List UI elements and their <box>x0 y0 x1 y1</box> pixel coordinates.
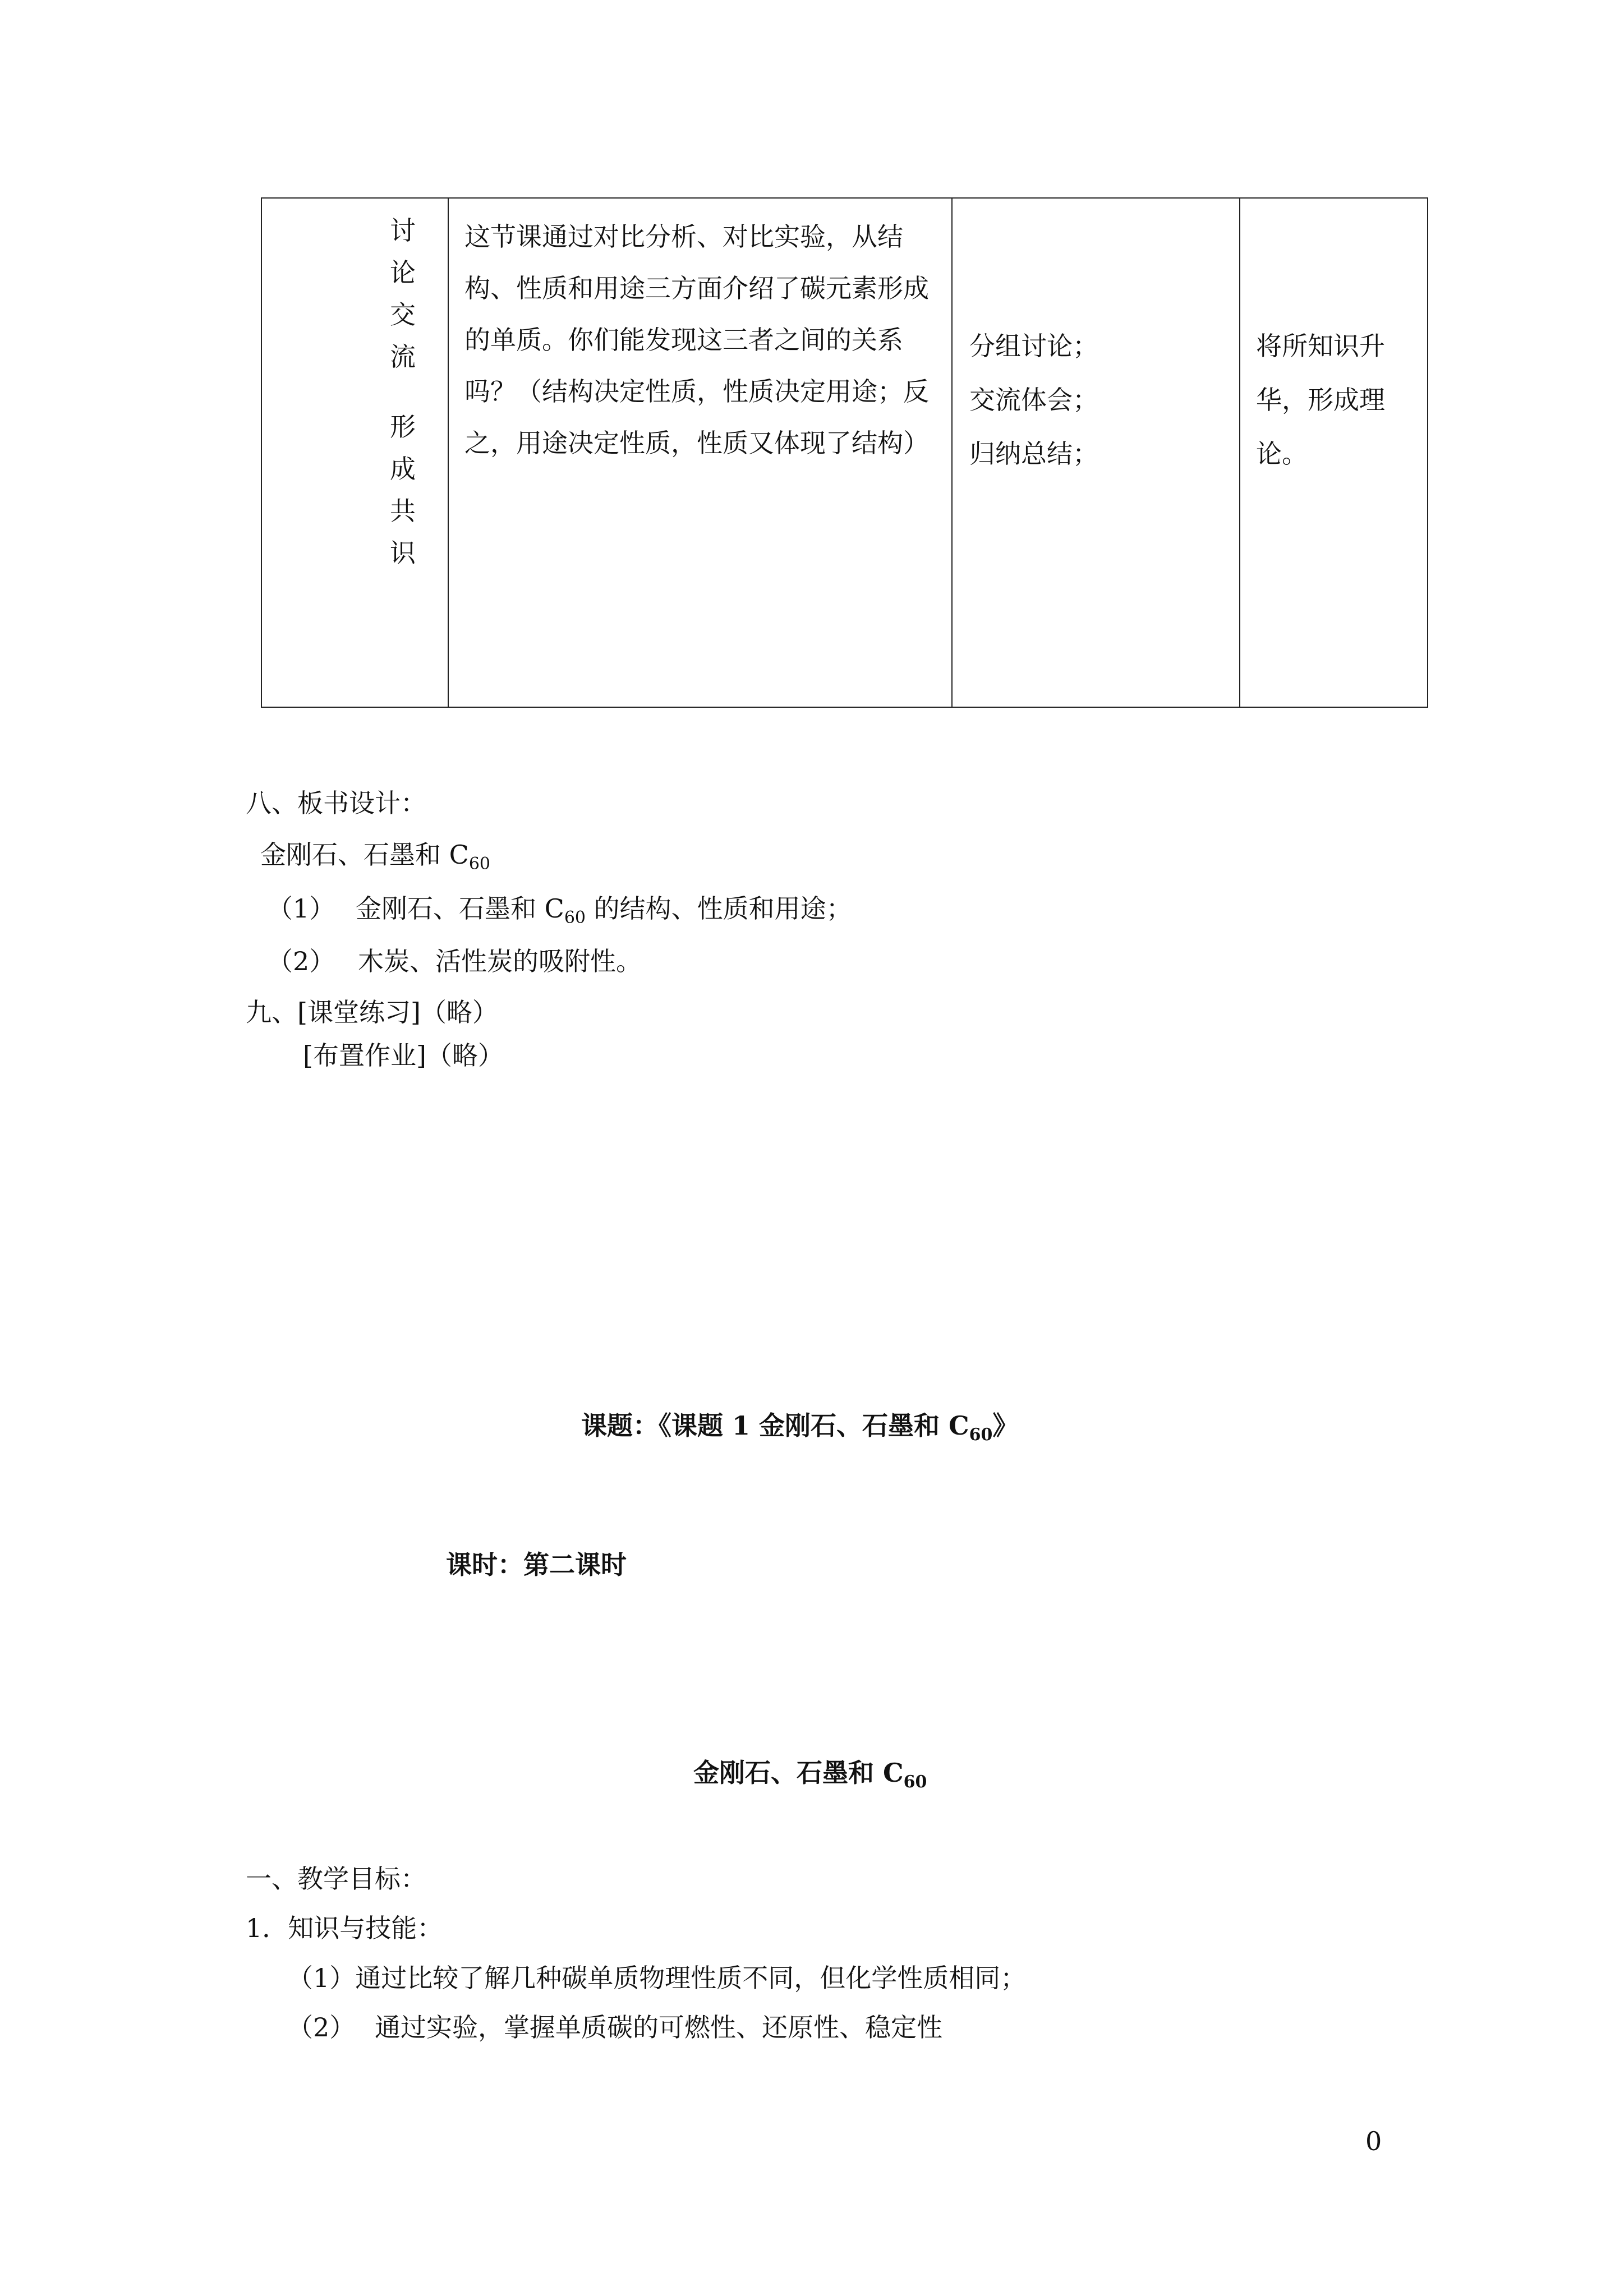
page-number: 0 <box>1365 2126 1382 2156</box>
objectives-heading: 一、教学目标： <box>246 1864 426 1894</box>
stage-char: 形 <box>390 412 416 442</box>
stage-char: 讨 <box>390 215 416 246</box>
objective-item-2-number: （2） <box>287 2012 356 2043</box>
table-row <box>261 198 1428 707</box>
teacher-activity-cell <box>448 198 952 707</box>
lesson-topic-subscript: 60 <box>903 1772 927 1792</box>
student-activity-item: 归纳总结； <box>969 439 1098 469</box>
student-activity-list <box>953 199 1239 481</box>
practice-line: 九、[课堂练习]（略） <box>246 997 498 1027</box>
board-item-2-number: （2） <box>267 946 335 976</box>
objective-item-1: （1）通过比较了解几种碳单质物理性质不同，但化学性质相同； <box>287 1963 1027 1993</box>
board-item-1 <box>356 892 852 935</box>
design-intent-line: 将所知识升 <box>1256 331 1385 361</box>
lesson-title-text: 课题：《课题 1 金刚石、石墨和 C <box>581 1410 969 1441</box>
design-intent-line: 论。 <box>1256 439 1308 469</box>
board-item-1-suffix: 的结构、性质和用途； <box>586 893 852 924</box>
board-item-1-text: 金刚石、石墨和 C <box>356 893 564 924</box>
teacher-activity-text: 这节课通过对比分析、对比实验，从结构、性质和用途三方面介绍了碳元素形成的单质。你们能发现这三者之间的关系吗？（结构决定性质，性质决定用途；反之，用途决定性质，性质又体现了结构） <box>464 222 929 458</box>
lesson-topic-text: 金刚石、石墨和 C <box>693 1758 904 1788</box>
objective-item-2-text: 通过实验，掌握单质碳的可燃性、还原性、稳定性 <box>375 2012 942 2043</box>
board-design-title <box>260 838 490 881</box>
student-activity-item: 交流体会； <box>969 385 1098 415</box>
stage-label <box>390 210 448 574</box>
board-design-title-text: 金刚石、石墨和 C <box>260 840 469 870</box>
lesson-period: 课时：第二课时 <box>446 1550 627 1580</box>
stage-char: 共 <box>390 496 416 526</box>
student-activity-cell <box>952 198 1240 707</box>
homework-line: [布置作业]（略） <box>303 1040 504 1071</box>
board-item-1-number: （1） <box>267 893 335 924</box>
stage-char: 论 <box>390 257 416 288</box>
lesson-table <box>261 197 1428 708</box>
stage-char: 交 <box>390 299 416 330</box>
board-item-1-subscript: 60 <box>564 908 586 928</box>
lesson-topic <box>693 1756 927 1799</box>
lesson-title <box>581 1409 1018 1452</box>
lesson-title-suffix: 》 <box>992 1410 1019 1441</box>
stage-char: 识 <box>390 538 416 568</box>
stage-char: 成 <box>390 454 416 484</box>
stage-cell <box>261 198 448 707</box>
lesson-title-subscript: 60 <box>969 1425 993 1445</box>
board-design-title-subscript: 60 <box>468 854 491 874</box>
design-intent-cell <box>1240 198 1428 707</box>
student-activity-item: 分组讨论； <box>969 331 1098 361</box>
design-intent-text <box>1240 199 1427 481</box>
objectives-subheading: 1．知识与技能： <box>246 1913 443 1943</box>
stage-char: 流 <box>390 342 416 372</box>
design-intent-line: 华，形成理 <box>1256 385 1385 415</box>
board-design-heading: 八、板书设计： <box>246 788 426 818</box>
board-item-2-text: 木炭、活性炭的吸附性。 <box>358 946 642 976</box>
